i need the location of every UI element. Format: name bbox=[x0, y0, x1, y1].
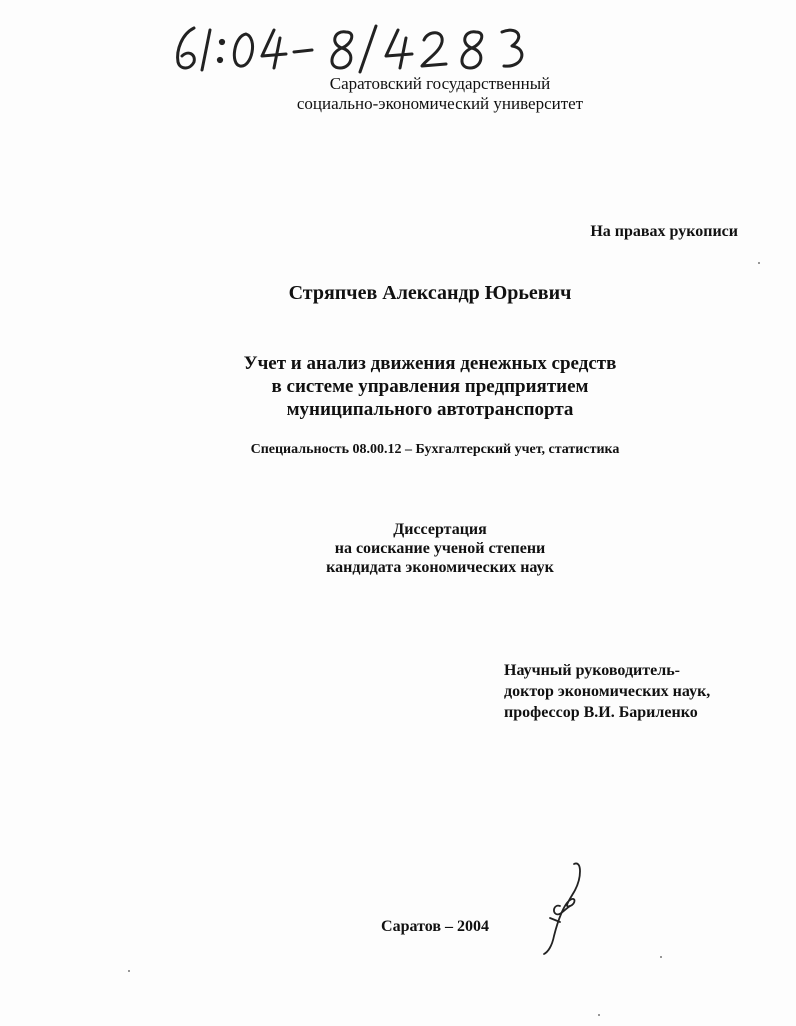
degree-line-3: кандидата экономических наук bbox=[326, 559, 554, 576]
degree-line-1: Диссертация bbox=[393, 521, 487, 538]
advisor-line-2: доктор экономических наук, bbox=[504, 683, 711, 700]
university-line-1: Саратовский государственный bbox=[329, 74, 551, 93]
scan-speck bbox=[758, 262, 760, 264]
author-name: Стряпчев Александр Юрьевич bbox=[288, 282, 572, 304]
dissertation-degree bbox=[230, 520, 650, 577]
title-line-2: в системе управления предприятием bbox=[271, 376, 589, 397]
rights-note: На правах рукописи bbox=[590, 223, 738, 240]
handwritten-signature bbox=[530, 858, 600, 958]
dissertation-title bbox=[180, 352, 680, 421]
specialty: Специальность 08.00.12 – Бухгалтерский учет, статистика bbox=[250, 442, 620, 457]
city-and-year: Саратов – 2004 bbox=[381, 918, 489, 935]
university-name bbox=[250, 74, 630, 114]
title-line-1: Учет и анализ движения денежных средств bbox=[243, 353, 617, 374]
degree-line-2: на соискание ученой степени bbox=[334, 540, 546, 557]
handwritten-archive-number bbox=[170, 20, 540, 76]
advisor-line-1: Научный руководитель- bbox=[504, 662, 680, 679]
scientific-advisor bbox=[504, 660, 764, 723]
scan-speck bbox=[660, 956, 662, 958]
title-line-3: муниципального автотранспорта bbox=[286, 399, 574, 420]
scan-speck bbox=[598, 1014, 600, 1016]
scan-speck bbox=[128, 970, 130, 972]
advisor-line-3: профессор В.И. Бариленко bbox=[504, 704, 698, 721]
university-line-2: социально-экономический университет bbox=[296, 94, 584, 113]
